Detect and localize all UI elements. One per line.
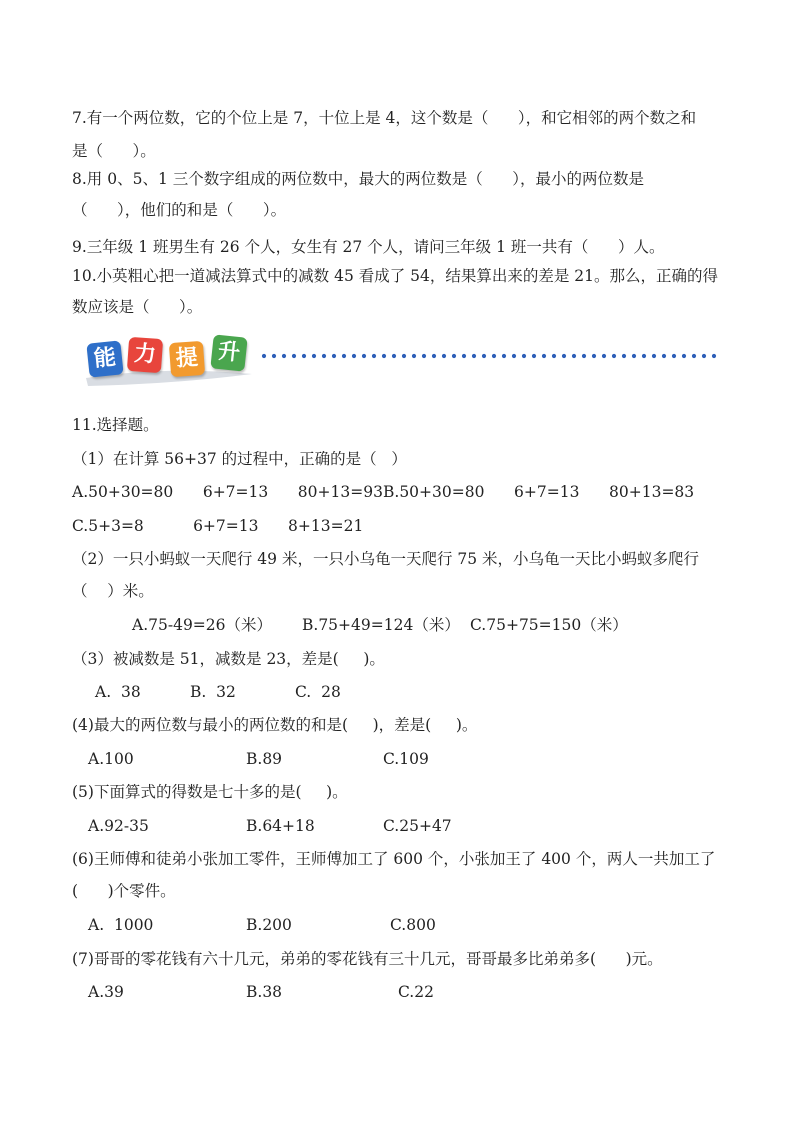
- q11-p2-option-a: A.75-49=26（米）: [132, 616, 273, 634]
- banner-dot: [542, 354, 546, 358]
- q11-title: 11.选择题。: [72, 416, 159, 434]
- q11-p1-option-a: A.50+30=80 6+7=13 80+13=93: [72, 483, 383, 501]
- banner-tile-4: 升: [210, 334, 247, 371]
- banner-dot: [612, 354, 616, 358]
- banner-dot: [522, 354, 526, 358]
- q11-p6-option-a: A. 1000: [88, 916, 154, 934]
- q11-p5-stem: (5)下面算式的得数是七十多的是( )。: [72, 783, 348, 801]
- q11-p2-option-b: B.75+49=124（米）: [302, 616, 460, 634]
- q11-p5-option-c: C.25+47: [383, 817, 452, 835]
- banner-dot: [702, 354, 706, 358]
- q11-p5-option-a: A.92-35: [88, 817, 149, 835]
- q7-line1: 7.有一个两位数，它的个位上是 7，十位上是 4，这个数是（ ），和它相邻的两个数之和: [72, 109, 697, 127]
- q7-line2: 是（ ）。: [72, 142, 156, 160]
- q10-line2: 数应该是（ ）。: [72, 298, 203, 316]
- banner-dot: [692, 354, 696, 358]
- q11-p4-option-b: B.89: [246, 750, 283, 768]
- q11-p5-option-b: B.64+18: [246, 817, 315, 835]
- q11-p3-option-a: A. 38: [95, 683, 141, 701]
- banner-dot: [552, 354, 556, 358]
- banner-dot: [412, 354, 416, 358]
- banner-dot: [382, 354, 386, 358]
- banner-dot: [362, 354, 366, 358]
- banner-dot: [502, 354, 506, 358]
- q11-p1-option-b: B.50+30=80 6+7=13 80+13=83: [383, 483, 695, 501]
- banner-dot: [392, 354, 396, 358]
- banner-dot: [342, 354, 346, 358]
- banner-dot: [322, 354, 326, 358]
- banner-dot: [472, 354, 476, 358]
- banner-dot: [512, 354, 516, 358]
- banner-dot: [372, 354, 376, 358]
- q11-p3-option-c: C. 28: [295, 683, 341, 701]
- q11-p6-option-c: C.800: [390, 916, 436, 934]
- q11-p4-option-c: C.109: [383, 750, 429, 768]
- q11-p7-option-b: B.38: [246, 983, 283, 1001]
- banner-dot: [352, 354, 356, 358]
- banner-dot: [442, 354, 446, 358]
- banner-dot: [302, 354, 306, 358]
- q11-p3-stem: （3）被减数是 51，减数是 23，差是( )。: [72, 650, 385, 668]
- banner-dot: [662, 354, 666, 358]
- q11-p1-option-c: C.5+3=8 6+7=13 8+13=21: [72, 517, 364, 535]
- q11-p1-stem: （1）在计算 56+37 的过程中，正确的是（ ）: [72, 450, 407, 468]
- banner-dot: [592, 354, 596, 358]
- banner-dot: [602, 354, 606, 358]
- q11-p2-option-c: C.75+75=150（米）: [470, 616, 628, 634]
- banner-tile-3: 提: [169, 341, 205, 377]
- banner-dot: [682, 354, 686, 358]
- q8-line1: 8.用 0、5、1 三个数字组成的两位数中，最大的两位数是（ ），最小的两位数是: [72, 170, 645, 188]
- q11-p7-option-a: A.39: [88, 983, 124, 1001]
- banner-tile-1: 能: [86, 340, 123, 377]
- banner-dot: [492, 354, 496, 358]
- q11-p6-line2: ( )个零件。: [72, 882, 176, 900]
- q11-p6-option-b: B.200: [246, 916, 292, 934]
- q11-p6-line1: (6)王师傅和徒弟小张加工零件，王师傅加工了 600 个，小张加王了 400 个，两人一共加工了: [72, 850, 716, 868]
- q11-p4-option-a: A.100: [88, 750, 134, 768]
- section-banner: [84, 334, 724, 390]
- banner-dot: [652, 354, 656, 358]
- banner-dot: [582, 354, 586, 358]
- banner-dot: [452, 354, 456, 358]
- banner-dot: [712, 354, 716, 358]
- banner-dot: [562, 354, 566, 358]
- banner-dot: [272, 354, 276, 358]
- q11-p3-option-b: B. 32: [190, 683, 236, 701]
- q11-p4-stem: (4)最大的两位数与最小的两位数的和是( )，差是( )。: [72, 716, 478, 734]
- q11-p2-line2: （ ）米。: [72, 582, 154, 600]
- banner-dot: [312, 354, 316, 358]
- banner-dot: [432, 354, 436, 358]
- q9-line1: 9.三年级 1 班男生有 26 个人，女生有 27 个人，请问三年级 1 班一共有（ ）人。: [72, 238, 665, 256]
- banner-dot: [632, 354, 636, 358]
- banner-dot: [422, 354, 426, 358]
- q11-p2-line1: （2）一只小蚂蚁一天爬行 49 米，一只小乌龟一天爬行 75 米，小乌龟一天比小蚂蚁多爬行: [72, 550, 700, 568]
- banner-dot: [462, 354, 466, 358]
- banner-dot: [622, 354, 626, 358]
- banner-dotted-line: [260, 352, 720, 360]
- banner-dot: [482, 354, 486, 358]
- banner-dot: [332, 354, 336, 358]
- banner-tile-2: 力: [127, 337, 163, 373]
- banner-dot: [642, 354, 646, 358]
- banner-dot: [572, 354, 576, 358]
- banner-dot: [282, 354, 286, 358]
- q11-p7-stem: (7)哥哥的零花钱有六十几元，弟弟的零花钱有三十几元，哥哥最多比弟弟多( )元。: [72, 950, 663, 968]
- q10-line1: 10.小英粗心把一道减法算式中的减数 45 看成了 54，结果算出来的差是 21。那么，正确的得: [72, 267, 719, 285]
- banner-dot: [262, 354, 266, 358]
- banner-dot: [672, 354, 676, 358]
- banner-dot: [292, 354, 296, 358]
- banner-dot: [532, 354, 536, 358]
- q8-line2: （ ），他们的和是（ ）。: [72, 201, 287, 219]
- banner-dot: [402, 354, 406, 358]
- q11-p7-option-c: C.22: [398, 983, 434, 1001]
